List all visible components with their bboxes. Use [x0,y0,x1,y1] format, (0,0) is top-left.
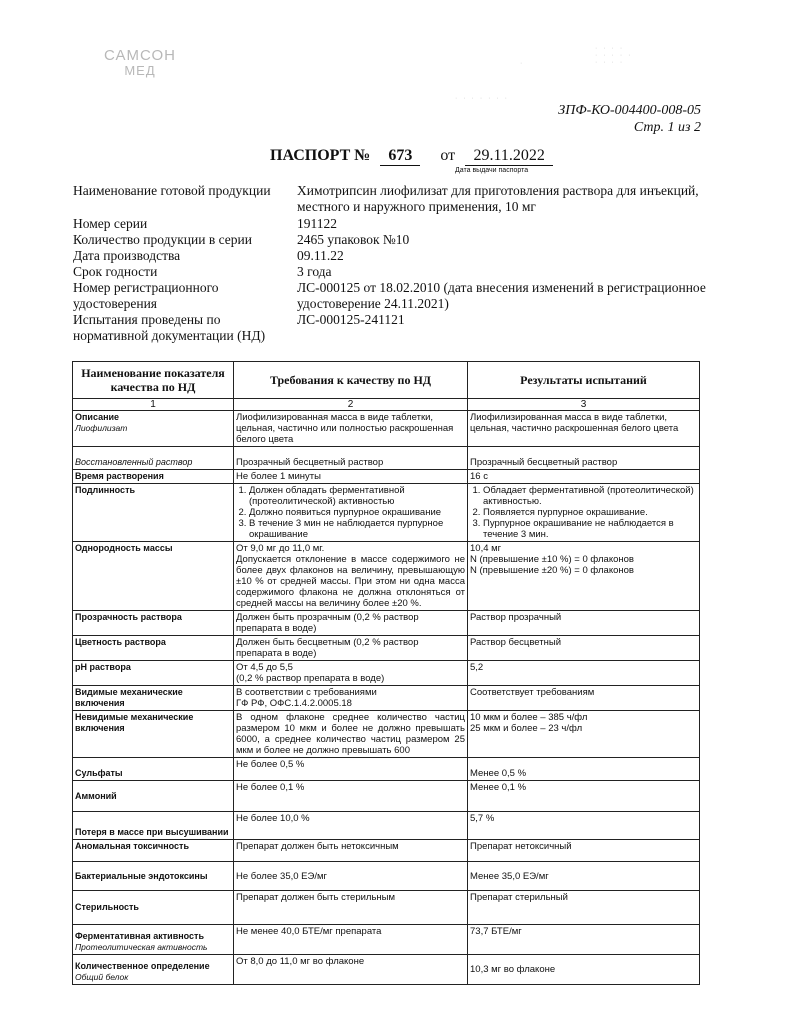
scan-specks: · [520,60,525,67]
table-row: Однородность массы От 9,0 мг до 11,0 мг. Допускается отклонение в массе содержимого не более двух флаконов на величину, превышающую ±10 % от средней массы. При этом ни одна масса содержимого флакона не должна отклоняться от средней массы на величину более ±20 %. 10,4 мг N (превышение ±10 %) = 0 флаконов N (превышение ±20 %) = 0 флаконов [73,542,700,611]
table-row: Ферментативная активность Протеолитическая активность Не менее 40,0 БТЕ/мг препарата 73,7 БТЕ/мг [73,925,700,955]
column-header: Результаты испытаний [468,362,700,399]
info-row: Количество продукции в серии 2465 упаковок №10 [73,232,410,247]
table-row: Восстановленный раствор Прозрачный бесцветный раствор Прозрачный бесцветный раствор [73,447,700,470]
issue-date: 29.11.2022 [465,147,553,166]
table-row: Бактериальные эндотоксины Не более 35,0 ЕЭ/мг Менее 35,0 ЕЭ/мг [73,862,700,891]
scan-specks: · · · · · · · [455,95,509,102]
table-row: Количественное определение Общий белок От 8,0 до 11,0 мг во флаконе 10,3 мг во флаконе [73,955,700,985]
table-header-row [73,362,700,399]
column-header: Наименование показателя качества по НД [73,362,234,399]
table-row: Аномальная токсичность Препарат должен быть нетоксичным Препарат нетоксичный [73,840,700,862]
table-row: Аммоний Не более 0,1 % Менее 0,1 % [73,781,700,812]
table-row: Время растворения Не более 1 минуты 16 с [73,470,700,484]
table-row: Невидимые механические включения В одном флаконе среднее количество частиц размером 10 мкм и более не должно превышать 6000, а среднее количество частиц размером 25 мкм и более не должно превышать 600 10 мкм и более – 385 ч/фл 25 мкм и более – 23 ч/фл [73,711,700,758]
column-numbers-row: 1 2 3 [73,399,700,411]
info-row: Дата производства 09.11.22 [73,248,344,263]
table-row: Потеря в массе при высушивании Не более 10,0 % 5,7 % [73,812,700,840]
info-row: Испытания проведены по нормативной документации (НД) ЛС-000125-241121 [73,312,405,343]
info-row: Номер серии 191122 [73,216,337,231]
table-row: pH раствора От 4,5 до 5,5 (0,2 % раствор препарата в воде) 5,2 [73,661,700,686]
document-code: ЗПФ-КО-004400-008-05 [558,103,701,118]
info-row: Срок годности 3 года [73,264,332,279]
table-row: Описание Лиофилизат Лиофилизированная масса в виде таблетки, цельная, частично или полностью раскрошенная белого цвета Лиофилизированная масса в виде таблетки, цельная, частично раскрошенная белого цвета [73,411,700,447]
passport-number: 673 [380,147,420,166]
product-info [73,183,713,344]
column-header: Требования к качеству по НД [234,362,468,399]
table-row: Цветность раствора Должен быть бесцветным (0,2 % раствор препарата в воде) Раствор бесцветный [73,636,700,661]
issue-date-caption: Дата выдачи паспорта [455,167,529,174]
stamp-logo: САМСОН МЕД [104,47,177,78]
table-row: Сульфаты Не более 0,5 % Менее 0,5 % [73,758,700,781]
scan-specks: · · · · · · · · · · · · · [595,45,633,66]
table-row: Подлинность 1. Должен обладать ферментативной (протеолитической) активностью 2. Должно появиться пурпурное окрашивание 3. В течение 3 мин не наблюдается пурпурное окрашивание 1. Обладает ферментативной (протеолитической) активностью. 2. Появляется пурпурное окрашивание. 3. Пурпурное окрашивание не наблюдается в течение 3 мин. [73,484,700,542]
table-row: Видимые механические включения В соответствии с требованиями ГФ РФ, ОФС.1.4.2.0005.18 Соответствует требованиям [73,686,700,711]
table-row: Стерильность Препарат должен быть стерильным Препарат стерильный [73,891,700,925]
info-row: Номер регистрационного удостоверения ЛС-000125 от 18.02.2010 (дата внесения изменений в регистрационное удостоверение 24.11.2021) [73,280,706,311]
info-row: Наименование готовой продукции Химотрипсин лиофилизат для приготовления раствора для инъекций, местного и наружного применения, 10 мг [73,183,699,214]
passport-title: ПАСПОРТ № 673 от 29.11.2022 [270,147,553,166]
document-code-block [558,102,701,136]
test-results-table [72,361,700,985]
table-row: Прозрачность раствора Должен быть прозрачным (0,2 % раствор препарата в воде) Раствор прозрачный [73,611,700,636]
page-counter: Стр. 1 из 2 [633,120,701,135]
